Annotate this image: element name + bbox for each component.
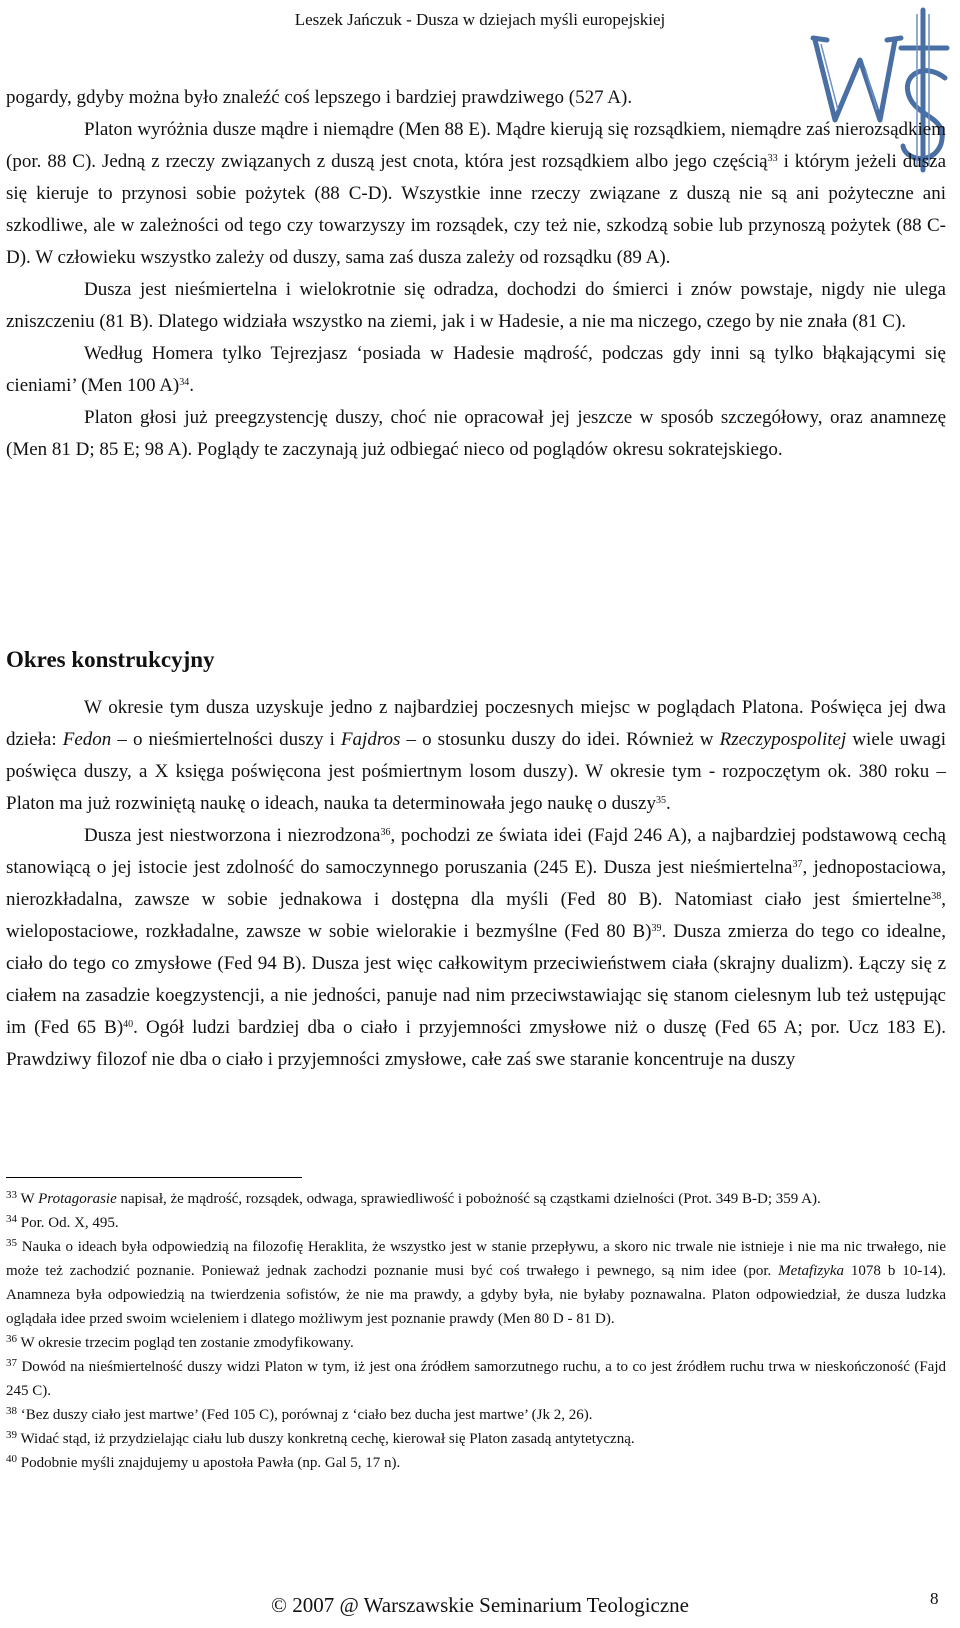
footnotes xyxy=(6,1187,946,1475)
section-heading: Okres konstrukcyjny xyxy=(6,647,215,672)
paragraph-3: Dusza jest nieśmiertelna i wielokrotnie się odradza, dochodzi do śmierci i znów powstaje, nigdy nie ulega zniszczeniu (81 B). Dlatego widziała wszystko na ziemi, jak i w Hadesie, a nie ma niczego, czego by nie znała (81 C). xyxy=(6,279,946,332)
footnote-34: $^{34}$ Por. Od. X, 495. xyxy=(6,1213,119,1231)
footnote-37: $^{37}$ Dowód na nieśmiertelność duszy widzi Platon w tym, iż jest ona źródłem samorzutnego ruchu, a to co jest źródłem ruchu trwa w nieskończoność (Fajd 245 C). xyxy=(6,1357,946,1399)
paragraph-4: Według Homera tylko Tejrezjasz ‘posiada w Hadesie mądrość, podczas gdy inni są tylko błąkającymi się cieniami’ (Men 100 A)$^{34}$. xyxy=(6,343,946,396)
footnote-33: $^{33}$ W Protagorasie napisał, że mądrość, rozsądek, odwaga, sprawiedliwość i pobożność są cząstkami dzielności (Prot. 349 B-D; 359 A). xyxy=(6,1189,821,1207)
footer-copyright: © 2007 @ Warszawskie Seminarium Teologiczne xyxy=(270,1593,689,1617)
paragraph-5: Platon głosi już preegzystencję duszy, choć nie opracował jej jeszcze w sposób szczegółowy, oraz anamnezę (Men 81 D; 85 E; 98 A). Poglądy te zaczynają już odbiegać nieco od poglądów okresu sokratejskiego. xyxy=(6,407,946,460)
footnote-ref-33[interactable]: 33 xyxy=(767,153,778,164)
footnote-ref-39[interactable]: 39 xyxy=(651,923,662,934)
body-text-section xyxy=(6,692,946,1076)
footnote-36: $^{36}$ W okresie trzecim pogląd ten zostanie zmodyfikowany. xyxy=(6,1333,354,1351)
footnote-ref-35[interactable]: 35 xyxy=(656,795,666,806)
paragraph-6: W okresie tym dusza uzyskuje jedno z najbardziej poczesnych miejsc w poglądach Platona. Poświęca jej dwa dzieła: Fedon – o nieśmiertelności duszy i Fajdros – o stosunku duszy do idei. Również w Rzeczypospolitej wiele uwagi poświęca duszy, a X księga poświęcona jest pośmiertnym losom duszy). W okresie tym - rozpoczętym ok. 380 roku – Platon ma już rozwiniętą naukę o ideach, nauka ta determinowała jego naukę o duszy$^{35}$. xyxy=(6,697,946,814)
footnote-ref-38[interactable]: 38 xyxy=(931,891,942,902)
body-text-top xyxy=(6,82,946,466)
paragraph-7: Dusza jest niestworzona i niezrodzona$^{36}$, pochodzi ze świata idei (Fajd 246 A), a najbardziej podstawową cechą stanowiącą o jej istocie jest zdolność do samoczynnego poruszania (245 E). Dusza jest nieśmiertelna$^{37}$, jednopostaciowa, nierozkładalna, zawsze w sobie jednakowa i dostępna dla myśli (Fed 80 B). Natomiast ciało jest śmiertelne$^{38}$, wielopostaciowe, rozkładalne, zawsze w sobie wielorakie i bezmyślne (Fed 80 B)$^{39}$. Dusza zmierza do tego co idealne, ciało do tego co zmysłowe (Fed 94 B). Dusza jest więc całkowitym przeciwieństwem ciała (skrajny dualizm). Łączy się z ciałem na zasadzie koegzystencji, a nie jedności, panuje nad nim przeciwstawiając się stanom cielesnym lub też ustępując im (Fed 65 B)$^{40}$. Ogół ludzi bardziej dba o ciało i przyjemności zmysłowe niż o duszę (Fed 65 A; por. Ucz 183 E). Prawdziwy filozof nie dba o ciało i przyjemności zmysłowe, całe zaś swe staranie koncentruje na duszy xyxy=(6,825,946,1070)
footnote-ref-37[interactable]: 37 xyxy=(792,859,803,870)
footnote-35: $^{35}$ Nauka o ideach była odpowiedzią na filozofię Heraklita, że wszystko jest w stanie przepływu, a skoro nic trwale nie istnieje i nie ma nic trwałego, nie może też zachodzić poznanie. Ponieważ jednak zachodzi poznanie musi być coś trwałego i pewnego, są nim idee (por. Metafizyka 1078 b 10-14). Anamneza była odpowiedzią na twierdzenia sofistów, że nie ma prawdy, a gdyby była, nie byłaby poznawalna. Platon odpowiedział, że dusza ludzka oglądała idee przed swoim wcieleniem i dlatego możliwym jest poznanie prawdy (Men 80 D - 81 D). xyxy=(6,1237,946,1327)
footnote-separator xyxy=(6,1177,302,1178)
footnote-ref-34[interactable]: 34 xyxy=(179,377,190,388)
paragraph-2: Platon wyróżnia dusze mądre i niemądre (Men 88 E). Mądre kierują się rozsądkiem, niemądre zaś nierozsądkiem (por. 88 C). Jedną z rzeczy związanych z duszą jest cnota, która jest rozsądkiem albo jego częścią$^{33}$ i którym jeżeli dusza się kieruje to przynosi sobie pożytek (88 C-D). Wszystkie inne rzeczy związane z duszą nie są ani pożyteczne ani szkodliwe, ale w zależności od tego czy towarzyszy im rozsądek, czy też nie, szkodzą sobie lub przynoszą pożytek (88 C-D). W człowieku wszystko zależy od duszy, sama zaś dusza zależy od rozsądku (89 A). xyxy=(6,119,947,268)
footnote-38: $^{38}$ ‘Bez duszy ciało jest martwe’ (Fed 105 C), porównaj z ‘ciało bez ducha jest martwe’ (Jk 2, 26). xyxy=(6,1405,593,1423)
footnote-ref-40[interactable]: 40 xyxy=(123,1019,134,1030)
paragraph-1: pogardy, gdyby można było znaleźć coś lepszego i bardziej prawdziwego (527 A). xyxy=(6,87,633,108)
running-header: Leszek Jańczuk - Dusza w dziejach myśli europejskiej xyxy=(294,10,666,29)
footnote-ref-36[interactable]: 36 xyxy=(380,827,391,838)
footnote-40: $^{40}$ Podobnie myśli znajdujemy u apostoła Pawła (np. Gal 5, 17 n). xyxy=(6,1453,401,1471)
page-number: 8 xyxy=(930,1589,939,1608)
footnote-39: $^{39}$ Widać stąd, iż przydzielając ciału lub duszy konkretną cechę, kierował się Platon zasadą antytetyczną. xyxy=(6,1429,635,1447)
